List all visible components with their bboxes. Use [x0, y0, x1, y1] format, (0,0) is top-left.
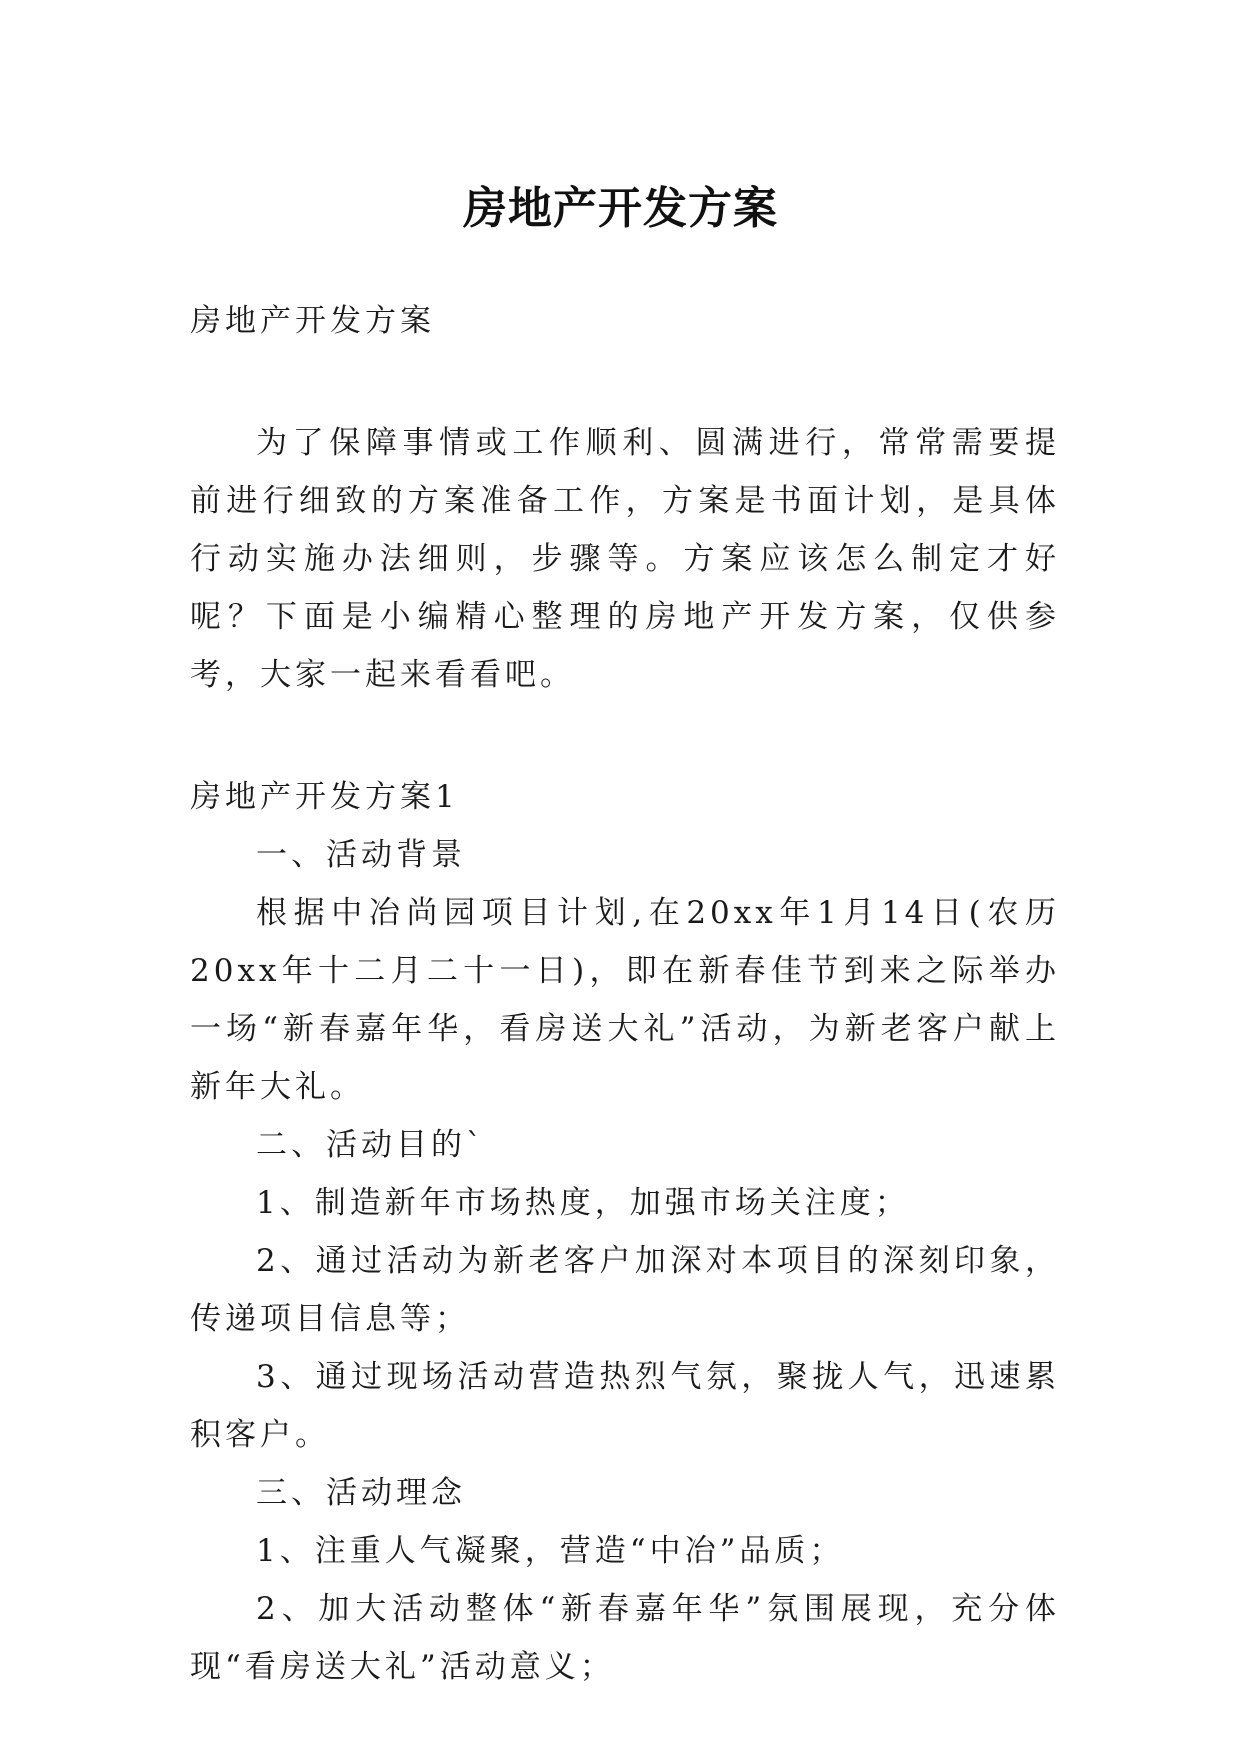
purpose-item-3: 3、通过现场活动营造热烈气氛，聚拢人气，迅速累积客户。 [190, 1359, 1060, 1453]
purpose-item-2: 2、通过活动为新老客户加深对本项目的深刻印象，传递项目信息等； [190, 1243, 1060, 1337]
paragraph-activity-background: 根据中冶尚园项目计划,在20xx年1月14日(农历20xx年十二月二十一日)，即在新春佳节到来之际举办一场“新春嘉年华，看房送大礼”活动，为新老客户献上新年大礼。 [190, 895, 1060, 1105]
document-title: 房地产开发方案 [463, 183, 778, 235]
intro-paragraph: 为了保障事情或工作顺利、圆满进行，常常需要提前进行细致的方案准备工作，方案是书面计划，是具体行动实施办法细则，步骤等。方案应该怎么制定才好呢？下面是小编精心整理的房地产开发方案，仅供参考，大家一起来看看吧。 [190, 425, 1060, 693]
document-body [190, 292, 1060, 1696]
document-subtitle: 房地产开发方案 [190, 303, 435, 339]
heading-activity-background: 一、活动背景 [256, 837, 466, 873]
purpose-item-1: 1、制造新年市场热度，加强市场关注度； [256, 1185, 910, 1221]
heading-activity-concept: 三、活动理念 [256, 1475, 466, 1511]
section-heading: 房地产开发方案1 [190, 779, 459, 815]
concept-item-2: 2、加大活动整体“新春嘉年华”氛围展现，充分体现“看房送大礼”活动意义； [190, 1591, 1060, 1685]
concept-item-1: 1、注重人气凝聚，营造“中冶”品质； [256, 1533, 845, 1569]
heading-activity-purpose: 二、活动目的` [256, 1127, 486, 1163]
